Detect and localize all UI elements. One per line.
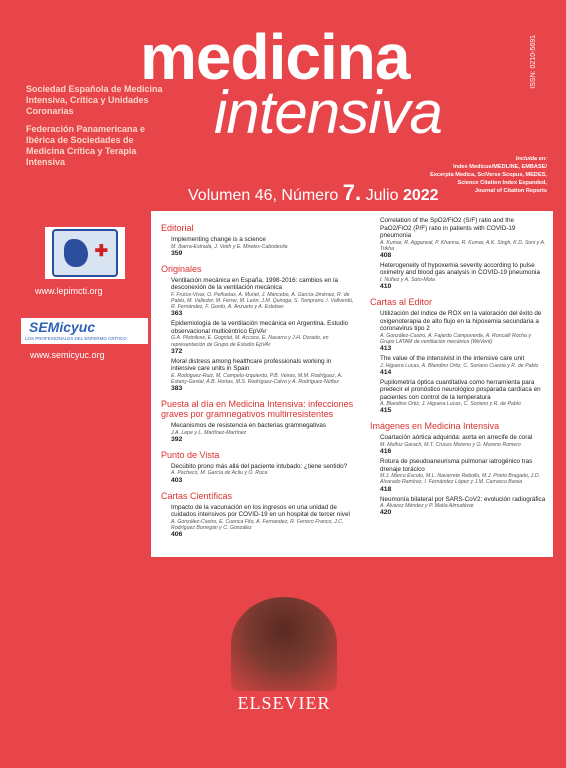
- article-entry[interactable]: [171, 320, 357, 355]
- article-page: 410: [380, 283, 392, 291]
- article-authors: M. Ibarra-Estrada, J. Veith y E. Mireles-Cabodevila: [171, 243, 288, 250]
- issue-info: [188, 180, 439, 206]
- article-authors: A. González-Castro, A. Fajardo Campoverde, A. Roncalli Rocha y Grupo LATAM de ventilación mecánica (WeVent): [380, 332, 531, 345]
- indexing-line: Excerpta Medica, SciVerse Scopus, MEDES,: [430, 172, 547, 178]
- indexing-line: Science Citation Index Expanded,: [457, 180, 547, 186]
- article-title: Moral distress among healthcare professionals working in intensive care units in Spain: [171, 357, 332, 373]
- article-page: 416: [380, 448, 392, 456]
- section-heading: Imágenes en Medicina Intensiva: [370, 421, 500, 432]
- section-heading: Cartas Científicas: [161, 490, 233, 501]
- journal-title-line1: medicina: [140, 21, 410, 93]
- article-title: Ventilación mecánica en España, 1998-2016: cambios en la desconexión de la ventilación mecánica: [171, 276, 338, 292]
- article-title: Impacto de la vacunación en los ingresos en una unidad de cuidados intensivos por COVID-19 en un hospital de tercer nivel: [171, 503, 350, 519]
- article-title: Epidemiología de la ventilación mecánica en Argentina. Estudio observacional multicéntrico EpVAr: [171, 320, 349, 335]
- article-authors: F. Frutos-Vivar, O. Peñuelas, A. Muriel, J. Mancebo, A. García-Jiménez, R. de Pablo, M. Valledor, M. Ferrer, M. León, J.M. Quiroga, S. Temprano, I. Vallverdú, R. Fernández, F. Gordo, A. Anzueto y A. Esteban: [171, 291, 354, 311]
- article-page: 406: [171, 530, 183, 538]
- article-entry[interactable]: [380, 496, 546, 518]
- elsevier-tree-icon: [231, 597, 337, 691]
- issn: ISSN: 0210-5691: [530, 35, 537, 89]
- article-entry[interactable]: [171, 463, 357, 485]
- article-entry[interactable]: [171, 422, 357, 444]
- article-entry[interactable]: [380, 458, 546, 493]
- issue-month: Julio: [365, 187, 399, 204]
- article-authors: A. González-Castro, E. Cuenca Fito, A. Fernandez, R. Ferrero Franco, J.C. Rodríguez Borregán y C. González: [171, 518, 344, 531]
- publisher-logo: [214, 597, 354, 714]
- federation-logo: [45, 227, 125, 279]
- article-page: 363: [171, 310, 183, 318]
- article-title: Heterogeneity of hypoxemia severity according to pulse oximetry and blood gas analysis in COVID-19 pneumonia: [380, 261, 540, 277]
- volume-label: Volumen 46, Número: [188, 187, 339, 204]
- article-page: 420: [380, 509, 392, 517]
- semicyuc-logo: [21, 318, 148, 344]
- society-name-federation: Federación Panamericana e Ibérica de Sociedades de Medicina Crítica y Terapia Intensiva: [26, 124, 146, 167]
- article-page: 403: [171, 476, 183, 484]
- article-title: Coartación aórtica adquirida: aorta en arrecife de coral: [380, 434, 533, 442]
- article-entry[interactable]: [380, 217, 546, 260]
- article-authors: M. Muñoz Garach, M.T. Cruces Moreno y O. Moreno Romero: [380, 441, 521, 448]
- article-entry[interactable]: [380, 262, 546, 291]
- issue-year: 2022: [402, 187, 439, 204]
- article-entry[interactable]: [380, 379, 546, 416]
- article-title: The value of the intensivist in the intensive care unit: [380, 355, 525, 363]
- globe-map-icon: ✚: [52, 229, 118, 277]
- article-page: 392: [171, 435, 183, 443]
- table-of-contents: [151, 211, 553, 557]
- article-title: Rotura de pseudoaneurisma pulmonar iatrogénico tras drenaje torácico: [380, 458, 533, 473]
- article-entry[interactable]: [380, 434, 546, 456]
- article-page: 413: [380, 345, 392, 353]
- society-name-semicyuc: Sociedad Española de Medicina Intensiva, Crítica y Unidades Coronarias: [26, 84, 163, 116]
- article-page: 383: [171, 385, 183, 393]
- section-heading: Editorial: [161, 223, 194, 233]
- article-authors: A. Kumar, R. Aggarwal, P. Khanna, R. Kumar, A.K. Singh, K.D. Soni y A. Trikha: [380, 239, 546, 252]
- article-title: Implementing change is a science: [171, 236, 266, 243]
- contents-column-left: [161, 217, 357, 541]
- article-title: Utilización del índice de ROX en la valoración del éxito de oxigenoterapia de alto flujo en la hipoxemia secundaria a coronavirus tipo 2: [380, 310, 542, 333]
- publisher-name: ELSEVIER: [237, 693, 331, 713]
- federation-url[interactable]: www.lepimcti.org: [35, 286, 103, 296]
- issue-number: 7.: [342, 180, 362, 205]
- article-title: Correlation of the SpO2/FiO2 (S/F) ratio and the PaO2/FiO2 (P/F) ratio in patients with COVID-19 pneumonia: [380, 217, 516, 239]
- semicyuc-logo-tagline: LOS PROFESIONALES DEL ENFERMO CRÍTICO: [25, 336, 127, 341]
- article-entry[interactable]: [380, 310, 546, 353]
- section-heading: Punto de Vista: [161, 449, 220, 460]
- indexing-line: Journal of Citation Reports: [474, 188, 547, 194]
- article-entry[interactable]: [171, 277, 357, 319]
- article-entry[interactable]: [171, 358, 357, 393]
- semicyuc-logo-name: SEMicyuc: [29, 319, 96, 335]
- article-title: Decúbito prono más allá del paciente intubado: ¿tiene sentido?: [171, 462, 348, 470]
- section-heading: Originales: [161, 263, 202, 274]
- section-heading: Cartas al Editor: [370, 297, 433, 308]
- article-page: 359: [171, 249, 183, 257]
- article-page: 372: [171, 347, 183, 355]
- article-authors: E. Rodriguez-Ruiz, M. Campelo-Izquierdo, P.B. Veiras, M.M. Rodríguez, A. Estany-Gestal, A.B. Hortas, M.S. Rodríguez-Calvo y A. Rodríguez-Núñez: [171, 372, 343, 385]
- article-authors: A. Álvarez Méndez y P. Matía Almudévar: [380, 503, 474, 510]
- article-title: Mecanismos de resistencia en bacterias gramnegativas: [171, 422, 327, 430]
- article-page: 414: [380, 368, 392, 376]
- article-authors: G.A. Plotnikow, E. Gogniat, M. Accoce, E. Navarro y J.H. Dorado, en representación de Grupo de Estudio EpVAr: [171, 335, 329, 348]
- article-title: Pupilometría óptica cuantitativa como herramienta para predecir el pronóstico neurológico posparada cardíaca en pacientes con control de la temperatura: [380, 378, 541, 401]
- article-authors: J. Higuera Lucas, A. Blandino Ortiz, C. Soriano Cuesta y R. de Pablo: [380, 362, 539, 369]
- article-authors: A. Pacheco, M. García de Acilu y O. Roca: [171, 470, 268, 477]
- section-heading: Puesta al día en Medicina Intensiva: infecciones graves por gramnegativos multirresistentes: [161, 399, 354, 420]
- semicyuc-url[interactable]: www.semicyuc.org: [30, 350, 105, 360]
- contents-column-right: [370, 217, 546, 519]
- article-authors: M.J. Marco Escoto, M.L. Navarrete Rebollo, M.J. Prieto Bragado, J.D. Alvarado Ramírez, I. Fernández López y J.M. Carrasco Barea: [380, 473, 541, 486]
- article-authors: A. Blandino Ortiz, J. Higuera Lucas, C. Soriano y R. de Pablo: [380, 401, 521, 408]
- article-authors: I. Núñez y A. Soto-Mota: [380, 276, 435, 283]
- article-entry[interactable]: [380, 355, 546, 377]
- article-entry[interactable]: [171, 504, 357, 539]
- indexing-line: Index Medicus/MEDLINE, EMBASE/: [453, 164, 547, 170]
- article-title: Neumonía bilateral por SARS-CoV2: evolución radiográfica: [380, 495, 546, 503]
- journal-title-line2: intensiva: [214, 79, 442, 146]
- article-page: 415: [380, 407, 392, 415]
- article-page: 408: [380, 251, 392, 259]
- article-page: 418: [380, 485, 392, 493]
- article-authors: J.A. Lepe y L. Martínez-Martínez: [171, 429, 247, 436]
- indexing-heading: Incluida en:: [515, 156, 547, 162]
- article-entry[interactable]: [171, 236, 357, 258]
